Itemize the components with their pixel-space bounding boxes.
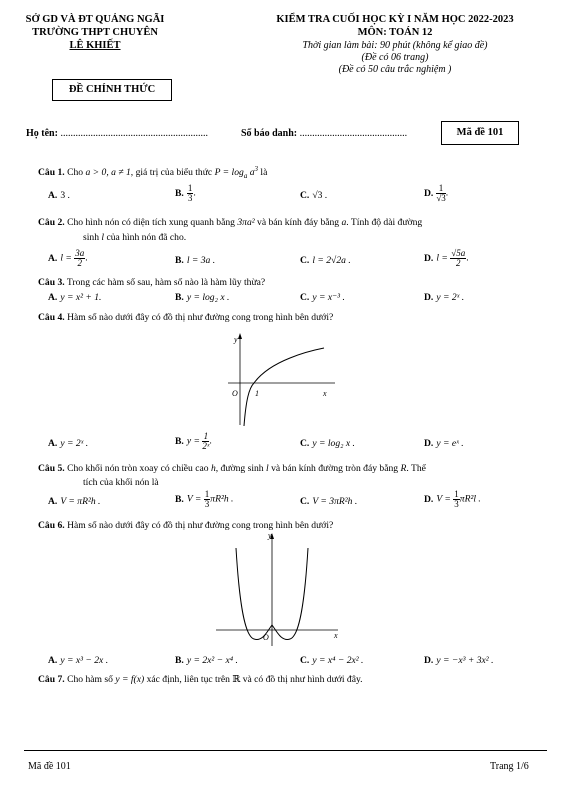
q1-option-b[interactable]: B. $\frac{1}{3}$ . <box>175 183 196 203</box>
question-7: Câu 7. Cho hàm số y = f(x) xác định, liên tục trên ℝ và có đồ thị như hình dưới đây. <box>38 674 363 685</box>
q1-text: Cho <box>67 167 84 179</box>
q4-option-d[interactable]: D. y = eˣ . <box>424 438 464 449</box>
q2-text: Cho hình nón có diện tích xung quanh bằng <box>67 217 235 228</box>
dept-name: SỞ GD VÀ ĐT QUẢNG NGÃI <box>25 14 165 25</box>
school-name-line2: LÊ KHIẾT <box>69 40 121 51</box>
q6-y-label: y <box>268 531 272 540</box>
q1-condition: a > 0, a ≠ 1 <box>85 167 131 179</box>
q5-option-b[interactable]: B. V = $\frac{1}{3}$ πR²h . <box>175 489 234 509</box>
footer-code: Mã đề 101 <box>28 761 71 772</box>
q6-option-b[interactable]: B. y = 2x² − x⁴ . <box>175 655 238 666</box>
q2-expr-area: 3πa² <box>237 217 255 228</box>
q4-one-label: 1 <box>255 389 259 398</box>
q3-label: Câu 3. <box>38 277 65 288</box>
q4-option-b[interactable]: B. y = $\frac{1}{\text{2ˣ}}$ . <box>175 431 212 451</box>
q3-option-d[interactable]: D. y = 2ˣ . <box>424 292 465 303</box>
question-2 <box>38 217 422 228</box>
q5-label: Câu 5. <box>38 463 65 474</box>
q4-y-arrow <box>238 333 242 339</box>
student-name-row <box>26 128 208 139</box>
q1-expression: $P = \log_a a^3$ <box>214 165 259 181</box>
exam-code-box: Mã đề 101 <box>441 121 519 145</box>
q2-option-b[interactable]: B. l = 3a . <box>175 255 216 266</box>
question-5: Câu 5. Cho khối nón tròn xoay có chiều cao h, đường sinh l và bán kính đường tròn đáy bằng R. Thể <box>38 463 426 474</box>
official-exam-box: ĐỀ CHÍNH THỨC <box>52 79 172 101</box>
exam-pages: (Đề có 06 trang) <box>361 52 429 63</box>
q7-label: Câu 7. <box>38 674 65 685</box>
q6-x-label: x <box>334 631 338 640</box>
q2-expr-radius: a <box>341 217 347 228</box>
q2-option-d[interactable]: D. l = $\frac{√5a}{2}$ . <box>424 248 469 268</box>
q5-option-a[interactable]: A. V = πR²h . <box>48 496 101 507</box>
student-name-dots: ........................................................... <box>60 128 208 139</box>
q2-text3: . Tính độ dài đường <box>346 217 423 228</box>
q4-origin-label: O <box>232 389 238 398</box>
q4-label: Câu 4. <box>38 312 65 323</box>
q4-text: Hàm số nào dưới đây có đồ thị như đường cong trong hình bên dưới? <box>67 312 334 323</box>
exam-question-count: (Đề có 50 câu trắc nghiệm ) <box>338 64 452 75</box>
q1-option-c[interactable]: C. √3 . <box>300 190 328 201</box>
question-3 <box>38 277 265 288</box>
question-1 <box>38 165 267 180</box>
q5-option-d[interactable]: D. V = $\frac{1}{3}$ πR²l . <box>424 489 481 509</box>
q3-option-c[interactable]: C. y = x⁻³ . <box>300 292 345 303</box>
school-name-line1: TRƯỜNG THPT CHUYÊN <box>32 27 158 38</box>
footer-page: Trang 1/6 <box>490 761 529 772</box>
student-id-dots: ........................................... <box>299 128 408 139</box>
q1-label: Câu 1. <box>38 167 65 179</box>
question-5-line2: tích của khối nón là <box>83 477 159 488</box>
q6-origin-label: O <box>263 633 269 642</box>
q2-option-c[interactable]: C. l = 2√2a . <box>300 255 351 266</box>
q4-curve <box>244 348 324 426</box>
q6-option-c[interactable]: C. y = x⁴ − 2x² . <box>300 655 364 666</box>
q2-text2: và bán kính đáy bằng <box>257 217 340 228</box>
q1-option-d[interactable]: D. $\frac{1}{√3}$ . <box>424 183 449 203</box>
q6-graph <box>208 528 348 648</box>
q6-option-a[interactable]: A. y = x³ − 2x . <box>48 655 109 666</box>
exam-title: KIỂM TRA CUỐI HỌC KỲ I NĂM HỌC 2022-2023 <box>276 14 514 25</box>
student-id-row <box>241 128 407 139</box>
q4-graph <box>220 330 340 430</box>
q6-text: Hàm số nào dưới đây có đồ thị như đường cong trong hình bên dưới? <box>67 520 334 531</box>
q4-y-label: y <box>234 335 238 344</box>
exam-subject: MÔN: TOÁN 12 <box>357 27 433 38</box>
q4-option-c[interactable]: C. y = log₂ x . <box>300 438 355 449</box>
q1-option-a[interactable]: A. 3 . <box>48 190 70 201</box>
q4-option-a[interactable]: A. y = 2ˣ . <box>48 438 89 449</box>
q3-option-b[interactable]: B. y = log₂ x . <box>175 292 230 303</box>
student-name-label: Họ tên: <box>26 128 58 139</box>
question-4 <box>38 312 333 323</box>
q2-option-a[interactable]: A. l = $\frac{3a}{2}$ . <box>48 248 88 268</box>
footer-rule <box>24 750 547 751</box>
exam-time: Thời gian làm bài: 90 phút (không kể giao đề) <box>302 40 488 51</box>
q1-text-end: là <box>260 167 268 179</box>
q1-text-mid: , giá trị của biểu thức <box>130 167 213 179</box>
q6-option-d[interactable]: D. y = −x³ + 3x² . <box>424 655 494 666</box>
q5-option-c[interactable]: C. V = 3πR²h . <box>300 496 358 507</box>
q2-label: Câu 2. <box>38 217 65 228</box>
question-2-line2: sinh l của hình nón đã cho. <box>83 232 187 243</box>
q3-text: Trong các hàm số sau, hàm số nào là hàm lũy thừa? <box>66 277 266 288</box>
q3-option-a[interactable]: A. y = x² + 1. <box>48 292 102 303</box>
q4-x-label: x <box>323 389 327 398</box>
student-id-label: Số báo danh: <box>241 128 298 139</box>
q6-label: Câu 6. <box>38 520 65 531</box>
